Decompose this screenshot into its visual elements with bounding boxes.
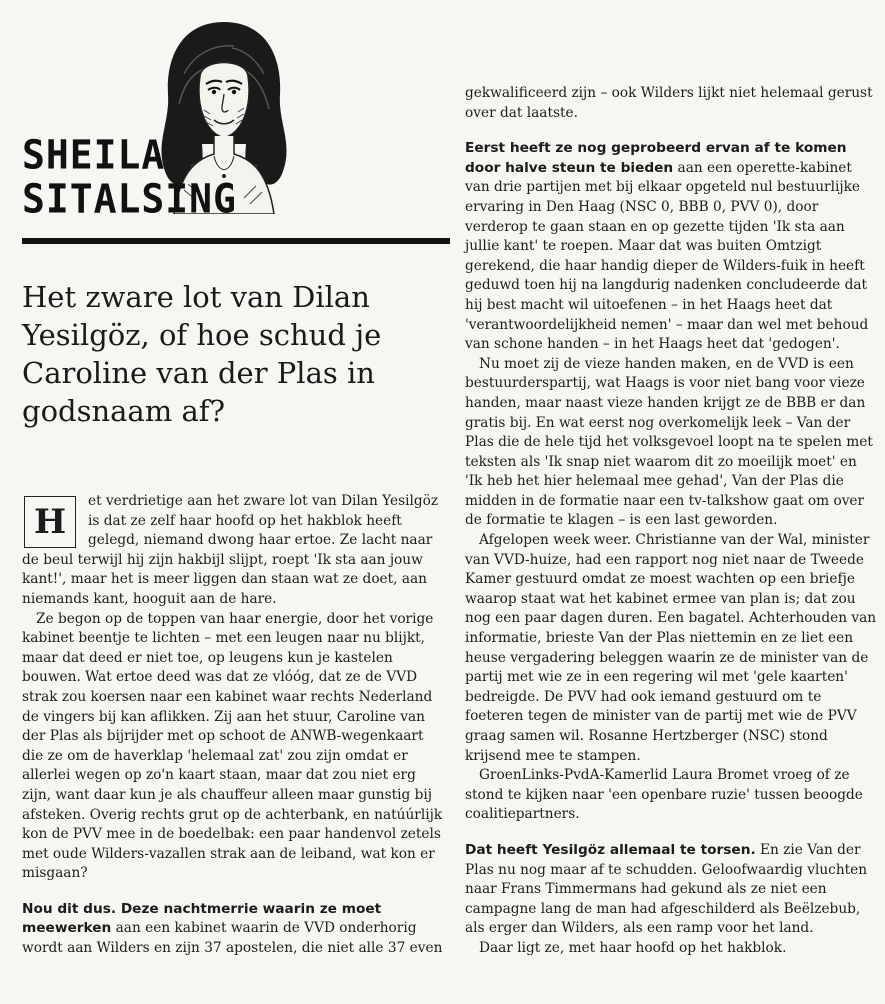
paragraph-9: Daar ligt ze, met haar hoofd op het hakblok. bbox=[479, 939, 787, 956]
paragraph-4 bbox=[465, 139, 877, 355]
author-byline bbox=[22, 133, 237, 221]
paragraph-5: Nu moet zij de vieze handen maken, en de VVD is een bestuurderspartij, wat Haags is voor niet bang voor vieze handen, maar naast vieze handen krijgt ze de BBB er dan gratis bij. En wat eerst nog overkomelijk leek – Van der Plas die de hele tijd het volksgevoel loopt na te spelen met teksten als 'Ik snap niet waarom dit zo moeilijk moet' en 'Ik heb het hier helemaal mee gehad', Van der Plas die midden in de formatie naar een tv-talkshow gaat om over de formatie te klagen – is een last geworden. bbox=[465, 355, 873, 529]
paragraph-4-lead: Eerst heeft ze nog geprobeerd ervan af te komen door halve steun te bieden bbox=[465, 140, 847, 176]
byline-rule bbox=[22, 238, 450, 244]
paragraph-continued: gekwalificeerd zijn – ook Wilders lijkt niet helemaal gerust over dat laatste. bbox=[465, 85, 873, 121]
paragraph-3-text: aan een kabinet waarin de VVD onderhorig wordt aan Wilders en zijn 37 apostelen, die niet alle 37 even bbox=[22, 920, 443, 957]
paragraph-3-lead: Nou dit dus. Deze nachtmerrie waarin ze moet meewerken bbox=[22, 900, 382, 937]
byline-last-name: SITALSING bbox=[22, 175, 237, 223]
drop-cap: H bbox=[24, 496, 76, 548]
right-column bbox=[465, 84, 877, 959]
paragraph-3 bbox=[22, 900, 446, 959]
paragraph-8 bbox=[465, 841, 877, 939]
section-gap bbox=[22, 884, 446, 900]
paragraph-1: et verdrietige aan het zware lot van Dilan Yesilgöz is dat ze zelf haar hoofd op het hakblok heeft gelegd, niemand dwong haar ertoe. Ze lacht naar de beul terwijl hij zijn hakbijl slijpt, roept 'Ik sta aan jouw kant!', maar het is meer liggen dan staan wat ze doet, aan niemands kant, hooguit aan de hare. bbox=[22, 493, 439, 607]
section-gap bbox=[465, 123, 877, 139]
paragraph-8-lead: Dat heeft Yesilgöz allemaal te torsen. bbox=[465, 841, 756, 858]
paragraph-2: Ze begon op de toppen van haar energie, door het vorige kabinet beentje te lichten – met een leugen naar nu blijkt, maar dat deed er niet toe, op leugens kun je kastelen bouwen. Wat ertoe deed was dat ze vlóóg, dat ze de VVD strak zou koersen naar een kabinet waar rechts Nederland de vingers bij kan aflikken. Zij aan het stuur, Caroline van der Plas als bijrijder met op schoot de ANWB-wegenkaart die ze om de haverklap 'helemaal zat' zou zijn omdat er allerlei wegen op zo'n kaart staan, maar dat zou niet erg zijn, want daar kun je als chauffeur alleen maar gunstig bij afsteken. Overig rechts grut op de achterbank, en natúúrlijk kon de PVV mee in de boedelbak: een paar handenvol zetels met oude Wilders-vazallen strak aan de leiband, wat kon er misgaan? bbox=[22, 610, 443, 882]
paragraph-4-text: aan een operette-kabinet van drie partijen met bij elkaar opgeteld nul bestuurlijke ervaring in Den Haag (NSC 0, BBB 0, PVV 0), door verderop te gaan staan en op gezette tijden 'Ik sta aan jullie kant' te roepen. Maar dat was buiten Omtzigt gerekend, die haar handig dieper de Wilders-fuik in heeft geduwd toen hij na langdurig nadenken concludeerde dat hij best macht wil uitoefenen – in het Haags heet dat 'verantwoordelijkheid nemen' – maar dan wel met behoud van schone handen – in het Haags heet dat 'gedogen'. bbox=[465, 159, 869, 353]
left-body-text bbox=[22, 492, 446, 959]
opening-paragraph-wrap bbox=[22, 492, 446, 610]
left-column bbox=[16, 0, 446, 1004]
byline-first-name: SHEILA bbox=[22, 131, 166, 179]
section-gap bbox=[465, 825, 877, 841]
paragraph-6: Afgelopen week weer. Christianne van der Wal, minister van VVD-huize, had een rapport nog niet naar de Tweede Kamer gestuurd omdat ze moest wachten op een briefje waarop staat wat het kabinet ermee van plan is; dat zou nog een paar dagen duren. Een bagatel. Achterhouden van informatie, brieste Van der Plas niettemin en ze liet een heuse vergadering beleggen waarin ze de minister van de partij met wie ze in een regering wil met 'gele kaarten' bedreigde. De PVV had ook iemand gestuurd om te foeteren tegen de minister van de partij met wie de PVV graag samen wil. Rosanne Hertzberger (NSC) stond krijsend mee te stampen. bbox=[465, 532, 877, 764]
paragraph-8-text: En zie Van der Plas nu nog maar af te schudden. Geloofwaardig vluchten naar Frans Timmermans had gekund als ze niet een campagne lang de man had afgeschilderd als Beëlzebub, als erger dan Wilders, als een ramp voor het land. bbox=[465, 841, 868, 937]
paragraph-7: GroenLinks-PvdA-Kamerlid Laura Bromet vroeg of ze stond te kijken naar 'een openbare ruzie' tussen beoogde coalitiepartners. bbox=[465, 767, 863, 823]
article-headline: Het zware lot van Dilan Yesilgöz, of hoe schud je Caroline van der Plas in godsnaam af? bbox=[22, 280, 382, 428]
